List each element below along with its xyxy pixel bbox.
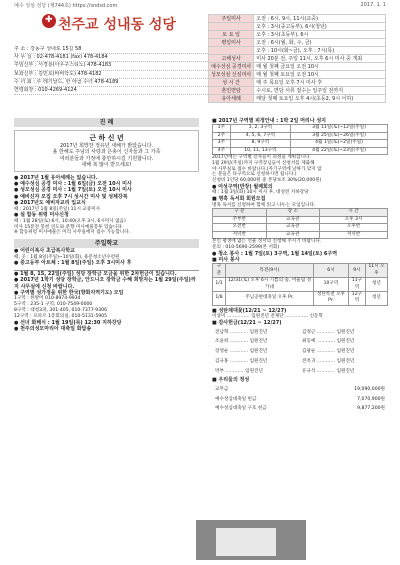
notice-item: ● 예수성심 공경 미사 : 1월 6일(금) 오전 10시 미사 [14, 181, 132, 188]
notice-item: ● 성모성심 공경 미사 : 1월 7일(토) 오전 10시 미사 [14, 187, 132, 194]
parish-issue: 예수 성심 성당 (제744호) https://sndsd.com [14, 3, 118, 9]
new-year-box [14, 130, 199, 172]
notice-item: ● 설 합동 위령 미사신청 [14, 212, 69, 219]
school-item: ● 어린이복사 초급복사학교 [14, 248, 75, 255]
psalm-image [196, 520, 306, 560]
notice-item: 미사 15분전 봉헌 연도와 분향 미사예물봉투 있습니다 [14, 224, 122, 230]
retreat-note: 1월 29일(주일)까지 구역장님들이 신청서를 제출해 [212, 160, 315, 166]
notice-item: 명혹 독서를 신청하여 함께 읽고 나누는 모임입니다. [212, 202, 316, 208]
notice-item: ● 선녀 화해식 : 1월 19일(목) 12:30 지하강당 [14, 319, 122, 326]
notice-item: ■ 미사 봉사 [212, 257, 240, 264]
reading-table: 구 분 장 소 시 간 주부반 교육관 오후 3시 오전반 교육관 오후반 저녁반 교육관 저녁반 [212, 208, 388, 239]
assistant-pastor: 보좌신부 : 김민호(바비닥도) 478-4182 [14, 71, 214, 79]
notice-item: 8구역 : 대청3퍼, 301-405, 010-7377-9306 [14, 308, 108, 314]
poem-line: 2017년 희망찬 정유년 새해가 밝았습니다. [59, 143, 154, 149]
offering-heading: ■ 우리들의 정성 [212, 377, 250, 384]
reading-note: 문의 : 010-5690-2599(본 서회) [212, 244, 280, 250]
top-bar [0, 0, 400, 9]
issue-date: 2017. 1. 1 [360, 2, 386, 8]
notice-item: 5구역 : 235-1 구역, 010-7549-0000 [14, 302, 93, 308]
notice-item: ● 2017년도 예비자교리 입교식 [14, 200, 86, 207]
school-item: ● 중고등부 아트체 : 1월 8일(주일) 오후 3시미사 후 [14, 260, 132, 267]
retreat-table: 1주 1, 2, 3구역 3월 11일(토)~12일(주일) 2주 4, 5, 6, 7구역 3월 25일(토)~26일(주일) 3주 8, 9구역 4월 1일(토)~2일(주일) 4주 10, 11, 13구역 4월 22일(토)~23일(주일) [212, 124, 388, 155]
retreat-note: 는 분들은 타구역으로 신청하시면 됩니다.) [212, 172, 297, 178]
altar-flowers: 이상미 …………… 임원진년 전제단 …………… 신동학 [212, 314, 323, 320]
poem-line: 올 한해도 주님의 사랑과 은총이 신자들과 그 가족 [52, 149, 161, 156]
retreat-note: 신청비 1인당 60,000원 중 본당보조 30%(20,000원) [212, 178, 322, 184]
parish-info [14, 46, 214, 95]
thanks-heading: ■ 감사헌금(12/21 ~ 12/27) [212, 320, 282, 327]
notice-item: ● 예비신자 모집 오후 7시 성시간 미사 및 성체강복 [14, 193, 128, 200]
notice-item: 때 : 1월 28일(토) 6시, 10:40(오후 3시, 6시미사 없음) [14, 218, 126, 224]
service-table: 구 분 특전(9시) 6시 9시 11시 오후 1/1 12/31(토) 오후 6시 기쁨의 숲, 어울림 성가대 10구역 11구역 청년 1/8 주님공현대축일 오후 Pr. 성탄특전 오후 Pr. 12구역 청년 [212, 263, 388, 305]
office-phone: 사 무 실 : 02-478-4181 (fax) 478-4184 [14, 54, 214, 62]
notice-item: ※ 합동위령 미사예물은 미리 사무실에서 접수 가능합니다. [14, 230, 131, 236]
notice-item: ● 천주의성모마리아 대축일 화답송 [14, 326, 92, 333]
parish-logo-icon [42, 14, 56, 28]
notice-item: ● 구역별 성가정을 위한 한국(향화지역기도) 모임 [14, 290, 124, 297]
notice-item: 1구역 : 한방어 010-8974-9934 [14, 296, 81, 302]
retreat-note: 야 사무실로 접수 바랍니다.(자기구역에 날짜가 맞지 않 [212, 166, 322, 172]
school-item: 때, 곳 : 1월 8일(주일)~10일(화), 용문청소년수련원 [14, 254, 120, 260]
thanks-list: 전남혁 ………… 임원진년 김정근 ………… 임원진년 조윤희 ………… 임원진년 최동예 ………… 임원진년 장영순 ………… 임원진년 김광순 ………… 임원진년 김규홍 ………… 임원진년 전옥귀 ………… 임원진년 박부 ………… 임원진년 유규석 ………… 임원진년 [215, 329, 355, 374]
notice-item: ■ 명혹 독서회 회원모집 [212, 196, 266, 203]
parish-title: 천주교 성내동 성당 [58, 17, 176, 33]
sisters: 수 녀 회 : 루 레기날드, 한 야곱 수녀 478-4189 [14, 79, 214, 87]
notice-item: ● 1월 8, 15, 22일(주일) 성당 장학금 모금을 위한 2차헌금이 있습니다. [14, 270, 177, 277]
reading-note: 본인 평생에 없는 선물 성서의 신청해 주시기 바랍니다. [212, 239, 322, 245]
poem-line: 여러분들과 가정에 충만하시길 기원합니다. [59, 155, 154, 162]
section-notice: 진 례 [14, 118, 199, 127]
notice-item: 때 : 2017년 1월 8일(주일) 11시 교중미사 [14, 206, 101, 212]
altar-flowers-heading: ■ 성탄제대꽃(12/21 ~ 12/27) [212, 307, 287, 314]
poem-line: 새해 복 많이 받으세요! [81, 162, 132, 169]
notice-item: ● 여성구역(반장) 월례회의 [212, 184, 273, 191]
retreat-heading: ■ 2017년 구역별 피정안내 : 1박 2일 머리나 성지 [212, 118, 326, 124]
new-year-title: 근 하 신 년 [89, 134, 124, 142]
right-column [212, 118, 388, 415]
notice-item: 때 : 1월 3일(화) 10시 미사 후, 대성전 지하강당 [212, 190, 309, 196]
notice-item: 12구역 : 포파르 1층회의실, 010-5131-5905 [14, 313, 108, 319]
funeral-contact: 연령회장 : 010-4269-4124 [14, 87, 214, 95]
notice-item: ● 2017년 1월 유아세례는 없습니다. [14, 174, 98, 181]
retreat-note: 2017년에는 구역별 신자들이 피정을 계획합니다. [212, 155, 311, 161]
address: 주 소 : 강동구 성내로 15길 58 [14, 46, 214, 54]
notice-item: ● 2017년 1학기 성당 장학금, 안드니오 장학금 수혜 희망자는 1월 29일(주일)까지 사무실에 신청 바랍니다. [14, 277, 196, 290]
notice-item: ● 청소 봉사 : 1월 7일(토) 3구역, 1월 14일(토) 6구역 [212, 250, 338, 257]
left-column [14, 118, 199, 332]
pastor: 주임신부 : 서경룡(아우구스티노) 478-4183 [14, 62, 214, 70]
offering-table: 교무금 19,090,000원 예수성심대축일 헌금 7,070,900원 예수성심대축일 구호 헌금 9,877,200원 [215, 386, 385, 412]
section-sunday-school: 주일학교 [14, 239, 199, 248]
mass-schedule: 주일미사 오전 : 6시, 9시, 11시(교중) 오후 : 3시(중고등부), 6시(청년) 토 요 일 오후 : 3시(초등부), 6시 평일미사 오전 : 6시(월, 화, 수, 금) 오후 : 10시(화~금), 오후 : 7시(목) 고해성사 미사 20분 전, 주일 11시, 오후 6시 미사 중 개최 예수성심 공경미사 매 월 첫째 금요일 오전 10시 성모성심 신심미사 매 월 첫째 토요일 오전 10시 성 시 간 매 주 목요일 오후 7시 미사 후 혼인면담 수시로, 면담 서류 접수는 일주일 전까지 유아세례 매달 첫째 토요일 오후 4시(초등2, 9시 이하) [208, 14, 386, 103]
